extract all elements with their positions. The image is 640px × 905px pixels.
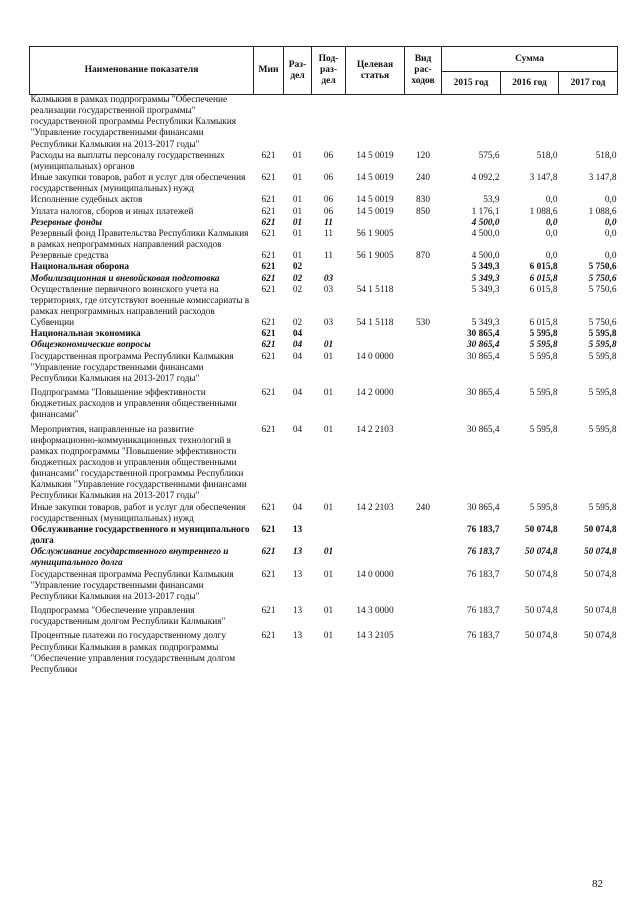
row-name: Исполнение судебных актов (30, 195, 143, 206)
row-sum-2016: 518,0 (536, 150, 558, 161)
table-row (30, 352, 618, 388)
row-razdel: 01 (292, 150, 303, 161)
row-sum-2015: 76 183,7 (466, 631, 500, 642)
row-expense-type (405, 352, 442, 388)
row-expense-type (405, 631, 442, 676)
row-sum-2015: 5 349,3 (471, 284, 500, 295)
row-expense-type (405, 218, 442, 229)
row-name: Резервный фонд Правительства Республики Калмыкия в рамках непрограммных направлений расходов (30, 228, 249, 251)
row-sum-2016: 50 074,8 (524, 631, 558, 642)
row-name: Иные закупки товаров, работ и услуг для обеспечения государственных (муниципальных) нужд (30, 502, 246, 524)
row-min: 621 (261, 606, 276, 617)
row-target-article: 14 5 0019 (356, 173, 394, 184)
table-row (30, 173, 618, 195)
row-sum-2016: 6 015,8 (529, 284, 558, 295)
row-min: 621 (261, 284, 276, 295)
budget-table (29, 46, 618, 676)
header-year-2017: 2017 год (559, 72, 618, 95)
row-sum-2016: 3 147,8 (529, 173, 558, 184)
row-podrazdel: 06 (323, 150, 334, 161)
row-min: 621 (261, 502, 276, 513)
row-min: 621 (261, 206, 276, 217)
row-sum-2017: 5 595,8 (588, 424, 617, 435)
row-podrazdel: 11 (324, 251, 333, 262)
table-row (30, 388, 618, 424)
row-sum-2016: 0,0 (545, 251, 558, 262)
table-row (30, 274, 618, 285)
row-name: Резервные средства (30, 251, 109, 262)
row-razdel: 04 (292, 351, 303, 362)
row-razdel: 01 (292, 195, 303, 206)
row-name: Иные закупки товаров, работ и услуг для обеспечения государственных (муниципальных) нужд (30, 173, 246, 195)
row-sum-2017: 5 595,8 (588, 329, 617, 340)
table-row (30, 631, 618, 676)
row-expense-type (405, 329, 442, 340)
table-row (30, 547, 618, 569)
row-sum-2017: 0,0 (604, 195, 617, 206)
row-sum-2015: 76 183,7 (466, 524, 500, 535)
page-number: 82 (592, 878, 603, 890)
row-target-article: 54 1 5118 (356, 318, 394, 329)
row-name: Обслуживание государственного и муниципального долга (30, 524, 250, 547)
row-min: 621 (261, 150, 276, 161)
row-sum-2015 (442, 95, 501, 151)
row-razdel: 13 (292, 547, 303, 558)
row-podrazdel: 06 (323, 206, 334, 217)
table-row (30, 606, 618, 631)
row-name: Государственная программа Республики Калмыкия "Управление государственными финансами Республики Калмыкия на 2013-2017 годы" (30, 569, 234, 602)
table-row (30, 570, 618, 606)
row-name: Мобилизационная и вневойсковая подготовка (30, 273, 220, 284)
table-header (30, 47, 618, 95)
row-sum-2017: 5 750,6 (588, 273, 617, 284)
row-min: 621 (261, 351, 276, 362)
row-razdel: 13 (292, 569, 303, 580)
row-target-article (346, 274, 405, 285)
row-min: 621 (261, 424, 276, 435)
row-min: 621 (261, 388, 276, 399)
row-podrazdel: 01 (323, 351, 334, 362)
row-target-article: 14 2 2103 (356, 424, 394, 435)
row-sum-2016: 5 595,8 (529, 388, 558, 399)
row-razdel: 13 (292, 606, 303, 617)
row-sum-2017: 3 147,8 (588, 173, 617, 184)
row-min: 621 (261, 631, 276, 642)
row-target-article: 14 0 0000 (356, 351, 394, 362)
row-sum-2015: 76 183,7 (466, 547, 500, 558)
row-expense-type (405, 340, 442, 351)
row-sum-2017: 50 074,8 (583, 547, 617, 558)
row-expense-type (405, 262, 442, 273)
header-year-2015: 2015 год (442, 72, 501, 95)
row-min: 621 (261, 251, 276, 262)
table-row (30, 340, 618, 351)
table-row (30, 262, 618, 273)
row-sum-2016: 5 595,8 (529, 502, 558, 513)
row-expense-type: 120 (416, 150, 430, 161)
row-name: Уплата налогов, сборов и иных платежей (30, 206, 194, 217)
row-target-article: 14 5 0019 (356, 195, 394, 206)
row-razdel: 02 (292, 318, 303, 329)
row-razdel: 01 (292, 228, 303, 239)
row-expense-type: 830 (416, 195, 430, 206)
row-min: 621 (261, 262, 276, 273)
row-expense-type (405, 606, 442, 631)
table-row (30, 525, 618, 547)
row-expense-type (405, 274, 442, 285)
row-sum-2015: 30 865,4 (466, 388, 500, 399)
table-row (30, 329, 618, 340)
table-row (30, 151, 618, 173)
table-row (30, 229, 618, 251)
row-name: Резервные фонды (30, 217, 102, 228)
row-min: 621 (261, 228, 276, 239)
row-expense-type: 240 (416, 502, 430, 513)
row-name: Государственная программа Республики Калмыкия "Управление государственными финансами Республики Калмыкия на 2013-2017 годы" (30, 351, 234, 384)
row-sum-2017: 5 750,6 (588, 262, 617, 273)
row-min: 621 (261, 217, 276, 228)
row-sum-2017: 50 074,8 (583, 631, 617, 642)
row-sum-2016: 5 595,8 (529, 340, 558, 351)
header-summa: Сумма (442, 47, 618, 72)
header-year-2016: 2016 год (501, 72, 559, 95)
row-sum-2017: 1 088,6 (588, 206, 617, 217)
row-sum-2016: 6 015,8 (529, 273, 558, 284)
row-sum-2015: 76 183,7 (466, 569, 500, 580)
row-name: Национальная экономика (30, 329, 141, 340)
table-row (30, 195, 618, 206)
row-target-article (346, 95, 405, 151)
row-sum-2017: 50 074,8 (583, 569, 617, 580)
row-target-article: 14 2 2103 (356, 502, 394, 513)
row-sum-2015: 4 500,0 (471, 228, 500, 239)
row-target-article: 14 5 0019 (356, 206, 394, 217)
row-razdel: 01 (292, 173, 303, 184)
row-podrazdel: 06 (323, 173, 334, 184)
row-sum-2015: 4 500,0 (471, 251, 500, 262)
row-podrazdel: 01 (323, 388, 334, 399)
row-podrazdel: 01 (323, 569, 334, 580)
row-podrazdel (312, 95, 346, 151)
row-min (254, 95, 284, 151)
row-razdel: 04 (292, 329, 303, 340)
row-sum-2016: 6 015,8 (529, 262, 558, 273)
row-razdel (284, 95, 312, 151)
row-podrazdel: 11 (324, 217, 333, 228)
row-sum-2015: 4 500,0 (471, 217, 500, 228)
row-podrazdel: 01 (323, 340, 334, 351)
row-sum-2016: 50 074,8 (524, 524, 558, 535)
row-expense-type (405, 285, 442, 318)
row-min: 621 (261, 195, 276, 206)
row-razdel: 04 (292, 388, 303, 399)
header-expense-type: Вид рас-ходов (405, 47, 442, 95)
table-row (30, 207, 618, 218)
row-sum-2016: 1 088,6 (529, 206, 558, 217)
row-target-article: 14 3 2105 (356, 631, 394, 642)
table-row (30, 218, 618, 229)
header-target-article: Целевая статья (346, 47, 405, 95)
row-sum-2016: 6 015,8 (529, 318, 558, 329)
row-sum-2017: 518,0 (595, 150, 617, 161)
row-name: Осуществление первичного воинского учета на территориях, где отсутствуют военные комиссариаты в рамках непрограммных направлений расходов (30, 284, 250, 317)
row-expense-type: 530 (416, 318, 430, 329)
row-name: Подпрограмма "Повышение эффективности бюджетных расходов и управления общественными финансами" (30, 388, 237, 421)
row-razdel: 02 (292, 273, 303, 284)
row-razdel: 01 (292, 217, 303, 228)
row-sum-2016: 5 595,8 (529, 329, 558, 340)
table-row (30, 285, 618, 318)
row-podrazdel: 11 (324, 228, 333, 239)
row-sum-2017: 50 074,8 (583, 606, 617, 617)
row-sum-2016: 50 074,8 (524, 547, 558, 558)
row-target-article (346, 329, 405, 340)
row-sum-2015: 5 349,3 (471, 318, 500, 329)
header-podrazdel: Под-раз-дел (312, 47, 346, 95)
row-sum-2016 (501, 95, 559, 151)
row-sum-2015: 5 349,3 (471, 273, 500, 284)
row-sum-2017: 5 595,8 (588, 340, 617, 351)
row-sum-2016: 50 074,8 (524, 569, 558, 580)
row-target-article (346, 340, 405, 351)
row-podrazdel (312, 525, 346, 547)
row-expense-type (405, 388, 442, 424)
row-sum-2017: 5 595,8 (588, 351, 617, 362)
row-min: 621 (261, 340, 276, 351)
row-target-article: 14 3 0000 (356, 606, 394, 617)
row-target-article (346, 262, 405, 273)
row-razdel: 02 (292, 284, 303, 295)
row-name: Национальная оборона (30, 262, 129, 273)
row-name: Подпрограмма "Обеспечение управления государственным долгом Республики Калмыкия" (30, 606, 226, 628)
row-sum-2015: 30 865,4 (466, 340, 500, 351)
row-podrazdel: 06 (323, 195, 334, 206)
row-razdel: 01 (292, 206, 303, 217)
row-expense-type (405, 525, 442, 547)
row-target-article: 56 1 9005 (356, 251, 394, 262)
row-min: 621 (261, 547, 276, 558)
row-sum-2015: 30 865,4 (466, 351, 500, 362)
row-target-article (346, 525, 405, 547)
row-name: Субвенции (30, 318, 75, 329)
row-min: 621 (261, 329, 276, 340)
row-name: Общеэкономические вопросы (30, 340, 151, 351)
row-sum-2015: 5 349,3 (471, 262, 500, 273)
table-row (30, 251, 618, 262)
row-podrazdel: 01 (323, 606, 334, 617)
row-razdel: 13 (292, 631, 303, 642)
row-podrazdel: 01 (323, 502, 334, 513)
row-name: Обслуживание государственного внутреннего и муниципального долга (30, 547, 229, 569)
row-podrazdel: 01 (323, 631, 334, 642)
row-sum-2015: 30 865,4 (466, 424, 500, 435)
row-sum-2017: 5 750,6 (588, 284, 617, 295)
row-min: 621 (261, 569, 276, 580)
header-min: Мин (254, 47, 284, 95)
row-sum-2015: 76 183,7 (466, 606, 500, 617)
row-razdel: 04 (292, 424, 303, 435)
table-row (30, 95, 618, 151)
row-sum-2017: 5 750,6 (588, 318, 617, 329)
row-sum-2015: 575,6 (478, 150, 500, 161)
header-razdel: Раз-дел (284, 47, 312, 95)
row-target-article (346, 218, 405, 229)
row-razdel: 02 (292, 262, 303, 273)
row-min: 621 (261, 173, 276, 184)
row-sum-2016: 0,0 (545, 228, 558, 239)
row-sum-2017 (559, 95, 618, 151)
row-min: 621 (261, 273, 276, 284)
row-podrazdel: 03 (323, 284, 334, 295)
row-sum-2015: 1 176,1 (471, 206, 500, 217)
row-podrazdel (312, 262, 346, 273)
budget-table-sheet (29, 46, 617, 676)
row-sum-2016: 0,0 (545, 195, 558, 206)
row-target-article: 14 5 0019 (356, 150, 394, 161)
table-row (30, 503, 618, 525)
row-sum-2016: 5 595,8 (529, 424, 558, 435)
row-sum-2016: 50 074,8 (524, 606, 558, 617)
table-row (30, 318, 618, 329)
row-sum-2016: 0,0 (545, 217, 558, 228)
row-sum-2015: 30 865,4 (466, 329, 500, 340)
row-sum-2015: 53,9 (483, 195, 500, 206)
row-name: Калмыкия в рамках подпрограммы "Обеспечение реализации государственной программы" государственной программы Республики Калмыкия "Управление государственными финансами Республики Калмыкия на 2013-2017 годы" (30, 95, 237, 150)
row-target-article: 14 0 0000 (356, 569, 394, 580)
row-min: 621 (261, 318, 276, 329)
row-target-article: 14 2 0000 (356, 388, 394, 399)
row-target-article: 54 1 5118 (356, 284, 394, 295)
table-row (30, 425, 618, 503)
row-podrazdel: 03 (323, 318, 334, 329)
row-target-article: 56 1 9005 (356, 228, 394, 239)
row-sum-2017: 50 074,8 (583, 524, 617, 535)
row-sum-2015: 30 865,4 (466, 502, 500, 513)
row-name: Мероприятия, направленные на развитие информационно-коммуникационных технологий в рамках подпрограммы "Повышение эффективности бюджетных расходов и управления общественными финансами" государственной программы Республики Калмыкия "Управление государственными финансами Республики Калмыкия на 2013-2017 годы" (30, 424, 247, 502)
row-expense-type (405, 95, 442, 151)
row-sum-2017: 5 595,8 (588, 388, 617, 399)
row-podrazdel: 03 (323, 273, 334, 284)
table-body (30, 95, 618, 676)
row-sum-2017: 0,0 (604, 217, 617, 228)
row-podrazdel (312, 329, 346, 340)
row-expense-type: 870 (416, 251, 430, 262)
row-podrazdel: 01 (323, 424, 334, 435)
header-name: Наименование показателя (30, 47, 254, 95)
row-razdel: 01 (292, 251, 303, 262)
row-name: Расходы на выплаты персоналу государственных (муниципальных) органов (30, 150, 225, 172)
row-expense-type: 240 (416, 173, 430, 184)
row-expense-type (405, 229, 442, 251)
row-razdel: 04 (292, 502, 303, 513)
row-expense-type: 850 (416, 206, 430, 217)
row-name: Процентные платежи по государственному долгу Республики Калмыкия в рамках подпрограммы "Обеспечение управления государственным долгом Республики (30, 631, 236, 675)
row-sum-2017: 0,0 (604, 228, 617, 239)
row-min: 621 (261, 524, 276, 535)
row-expense-type (405, 570, 442, 606)
row-razdel: 04 (292, 340, 303, 351)
row-sum-2016: 5 595,8 (529, 351, 558, 362)
row-expense-type (405, 425, 442, 503)
row-target-article (346, 547, 405, 569)
row-razdel: 13 (292, 524, 303, 535)
row-sum-2015: 4 092,2 (471, 173, 500, 184)
row-podrazdel: 01 (323, 547, 334, 558)
row-sum-2017: 5 595,8 (588, 502, 617, 513)
row-sum-2017: 0,0 (604, 251, 617, 262)
row-expense-type (405, 547, 442, 569)
